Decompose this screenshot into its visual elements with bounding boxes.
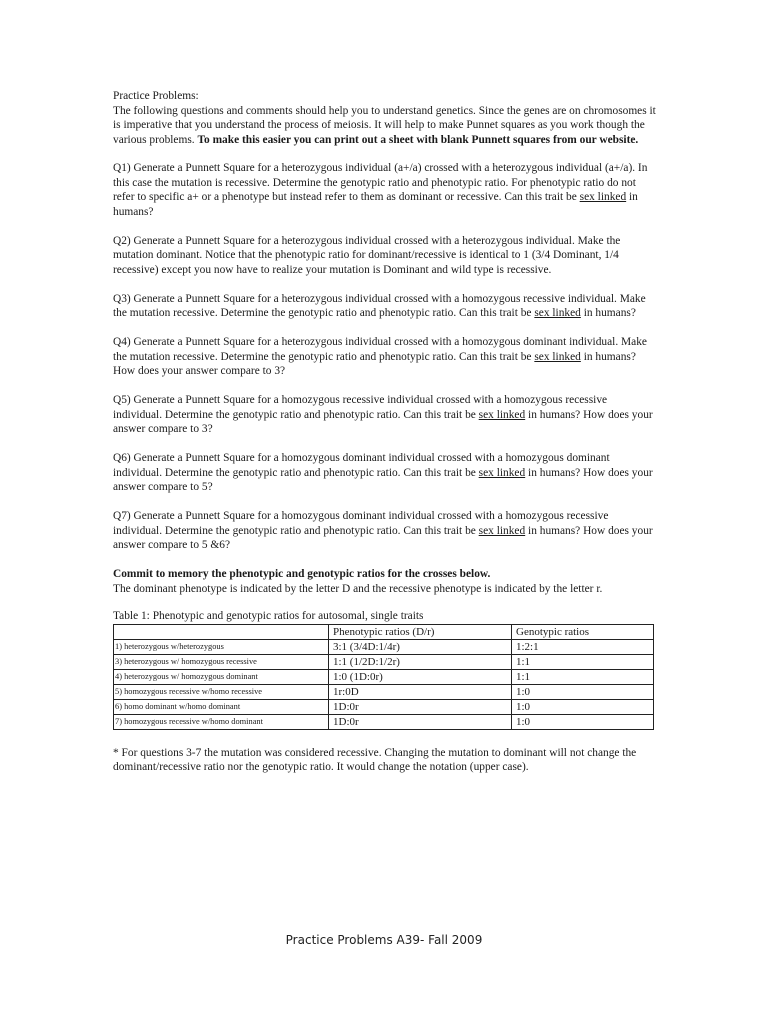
table-cell: 1) heterozygous w/heterozygous <box>114 639 329 654</box>
table-cell: 1D:0r <box>329 714 512 729</box>
page-footer: Practice Problems A39- Fall 2009 <box>285 933 483 947</box>
table-cell: 1D:0r <box>329 699 512 714</box>
question-7 <box>113 509 658 553</box>
table-cell: 1r:0D <box>329 684 512 699</box>
table-cell: 1:0 <box>512 699 654 714</box>
table-cell: 7) homozygous recessive w/homo dominant <box>114 714 329 729</box>
table-cell: 3) heterozygous w/ homozygous recessive <box>114 654 329 669</box>
intro-bold-text: To make this easier you can print out a sheet with blank Punnett squares from our website. <box>197 133 639 146</box>
sex-linked-underline: sex linked <box>534 350 581 363</box>
table-cell: 5) homozygous recessive w/homo recessive <box>114 684 329 699</box>
question-2 <box>113 234 658 278</box>
table-row <box>114 714 654 729</box>
question-text-end: in humans? <box>113 191 638 218</box>
question-text-end: in humans? How does your answer compare to 3? <box>113 350 636 377</box>
ratios-table <box>113 624 654 730</box>
table-row <box>114 684 654 699</box>
table-caption: Table 1: Phenotypic and genotypic ratios for autosomal, single traits <box>113 610 424 622</box>
question-text: Q4) Generate a Punnett Square for a heterozygous individual crossed with a homozygous dominant individual. Make the mutation recessive. Determine the genotypic ratio and phenotypic ratio. Can this trait be <box>113 336 647 363</box>
table-cell: 1:2:1 <box>512 639 654 654</box>
commit-instruction: Commit to memory the phenotypic and genotypic ratios for the crosses below. <box>113 568 491 580</box>
question-text: Q3) Generate a Punnett Square for a heterozygous individual crossed with a homozygous recessive individual. Make the mutation recessive. Determine the genotypic ratio and phenotypic ratio. Can this trait be <box>113 292 646 319</box>
sex-linked-underline: sex linked <box>534 307 581 319</box>
sex-linked-underline: sex linked <box>478 408 526 421</box>
sex-linked-underline: sex linked <box>579 191 627 203</box>
question-3 <box>113 292 658 321</box>
table-header-cell <box>114 624 329 639</box>
question-text-end: in humans? How does your answer compare to 5? <box>113 466 653 493</box>
table-header-row <box>114 624 654 639</box>
table-cell: 6) homo dominant w/homo dominant <box>114 699 329 714</box>
table-header-cell: Phenotypic ratios (D/r) <box>329 624 512 639</box>
table-cell: 1:0 <box>512 684 654 699</box>
table-cell: 1:1 <box>512 669 654 684</box>
table-cell: 3:1 (3/4D:1/4r) <box>329 639 512 654</box>
question-text-end: in humans? How does your answer compare to 5 &6? <box>113 524 653 551</box>
sex-linked-underline: sex linked <box>478 466 526 479</box>
intro-paragraph <box>113 104 658 148</box>
table-row <box>114 639 654 654</box>
document-body <box>113 89 658 775</box>
intro-text: The following questions and comments should help you to understand genetics. Since the genes are on chromosomes it is imperative that you understand the process of meiosis. It will help to make Punnet squares as you work though the various problems. <box>113 104 656 146</box>
table-cell: 4) heterozygous w/ homozygous dominant <box>114 669 329 684</box>
table-cell: 1:1 (1/2D:1/2r) <box>329 654 512 669</box>
question-5 <box>113 393 658 437</box>
table-row <box>114 699 654 714</box>
sex-linked-underline: sex linked <box>478 524 526 537</box>
table-header-cell: Genotypic ratios <box>512 624 654 639</box>
question-text: Q6) Generate a Punnett Square for a homozygous dominant individual crossed with a homozygous dominant individual. Determine the genotypic ratio and phenotypic ratio. Can this trait be <box>113 452 610 479</box>
question-text-end: in humans? How does your answer compare to 3? <box>113 408 653 435</box>
question-1 <box>113 161 658 219</box>
section-heading: Practice Problems: <box>113 90 199 102</box>
table-row <box>114 654 654 669</box>
question-text: Q5) Generate a Punnett Square for a homozygous recessive individual crossed with a homozygous recessive individual. Determine the genotypic ratio and phenotypic ratio. Can this trait be <box>113 394 608 421</box>
question-6 <box>113 451 658 495</box>
dominant-note: The dominant phenotype is indicated by the letter D and the recessive phenotype is indicated by the letter r. <box>113 582 603 595</box>
table-cell: 1:0 (1D:0r) <box>329 669 512 684</box>
footnote: * For questions 3-7 the mutation was considered recessive. Changing the mutation to dominant will not change the dominant/recessive ratio nor the genotypic ratio. It would change the notation (upper case). <box>113 746 637 773</box>
table-row <box>114 669 654 684</box>
question-4 <box>113 335 658 379</box>
question-text: Q7) Generate a Punnett Square for a homozygous dominant individual crossed with a homozygous recessive individual. Determine the genotypic ratio and phenotypic ratio. Can this trait be <box>113 510 609 537</box>
table-cell: 1:0 <box>512 714 654 729</box>
question-text: Q1) Generate a Punnett Square for a heterozygous individual (a+/a) crossed with a heterozygous individual (a+/a). In this case the mutation is recessive. Determine the genotypic ratio and phenotypic ratio. For phenotypic ratio do not refer to specific a+ or a phenotype but instead refer to them as dominant or recessive. Can this trait be <box>113 162 648 203</box>
question-text-end: in humans? <box>580 307 636 319</box>
table-cell: 1:1 <box>512 654 654 669</box>
question-text: Q2) Generate a Punnett Square for a heterozygous individual crossed with a heterozygous individual. Make the mutation dominant. Notice that the phenotypic ratio for dominant/recessive is identical to 1 (3/4 Dominant, 1/4 recessive) except you now have to realize your mutation is Dominant and wild type is recessive. <box>113 234 621 276</box>
